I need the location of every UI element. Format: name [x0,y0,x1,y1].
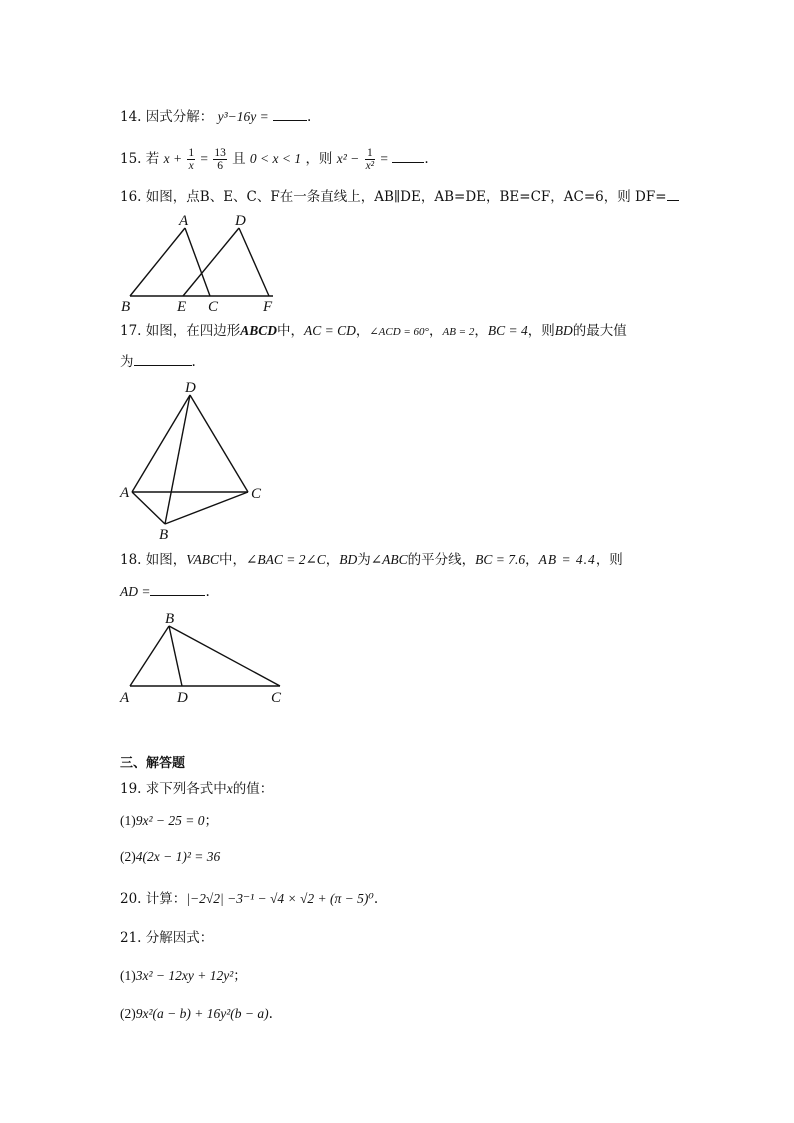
figure-17 [115,378,275,543]
question-17 [120,321,627,342]
period: . [268,1006,273,1022]
fraction [365,147,376,172]
segment-bd [165,395,190,524]
math-equation: 9x² − 25 = 0 [135,813,205,828]
label-b: B [121,299,131,315]
fraction-denominator: x [188,160,194,172]
question-text: ，则 [595,552,623,568]
segment-ed [183,228,239,296]
period: . [191,354,196,370]
equals-sign: = [200,151,209,166]
fraction-numerator: 13 [214,147,226,159]
question-text: 如图，点B、E、C、F在一条直线上，AB∥DE，AB=DE，BE=CF，AC=6，则 DF= [145,189,667,205]
math-condition: 0 < x < 1 [249,151,302,166]
question-text: 如图， [145,552,187,568]
math-condition: AB = 2 [442,326,475,338]
question-number: 14. [120,109,142,125]
question-number: 21. [120,930,142,946]
question-21-part-1 [120,966,247,986]
math-condition: ∠BAC = 2∠C [246,552,326,567]
question-number: 15. [120,151,142,167]
label-a: A [120,690,130,706]
question-18 [120,550,623,570]
answer-blank [150,583,205,596]
question-text: 如图，在四边形 [145,323,241,339]
question-text: ，则 [527,323,555,339]
label-c: C [251,486,262,502]
math-expression: x² − [336,151,360,166]
math-expression: 9x²(a − b) + 16y²(b − a) [135,1006,269,1021]
question-text: 的最大值 [572,323,627,339]
fraction-denominator: x² [365,160,375,172]
question-number: 19. [120,781,142,797]
section-heading: 三、解答题 [120,756,186,771]
period: . [424,151,429,167]
part-label: (1) [120,968,136,983]
label-c: C [271,690,282,706]
segment-ab [132,492,165,524]
question-text: 且 [232,151,246,167]
question-text: 为 [120,354,134,370]
math-angle: ∠ABC [370,552,408,567]
separator: ， [428,323,443,339]
math-quadrilateral: ABCD [240,323,278,338]
label-f: F [263,299,273,315]
label-a: A [179,213,189,229]
fraction [213,147,227,172]
question-text: 中， [277,323,305,339]
period: . [205,584,210,600]
math-expression: 3x² − 12xy + 12y² [135,968,234,983]
question-text: 求下列各式中 [145,781,227,797]
math-condition: BC = 4 [487,323,528,338]
question-text: 计算： [145,891,187,907]
punctuation: ； [233,968,247,984]
answer-blank [392,150,424,163]
fraction [187,147,195,172]
math-condition: ∠ACD = 60° [369,326,429,338]
question-19-part-1 [120,811,218,831]
part-label: (2) [120,849,136,864]
question-21 [120,928,213,948]
segment-df [239,228,269,296]
part-label: (2) [120,1006,136,1021]
fraction-denominator: 6 [217,160,223,172]
question-text: 为 [357,552,371,568]
label-d: D [177,690,188,706]
math-variable: x [226,781,233,796]
question-16 [120,187,679,207]
punctuation: ； [204,813,219,829]
question-text: 分解因式： [145,930,214,946]
math-condition: AB = 4.4 [538,552,596,567]
figure-16 [115,210,285,315]
question-18-line2 [120,582,210,602]
question-number: 20. [120,891,142,907]
figure-18 [115,608,295,708]
question-text: 因式分解： [145,109,214,125]
question-14 [120,107,311,127]
question-15 [120,147,429,172]
separator: ， [325,552,340,568]
segment-ab [130,228,185,296]
label-b: B [165,611,175,627]
math-triangle: VABC [186,552,220,567]
segment-bc [165,492,248,524]
math-segment: BD [339,552,358,567]
question-text: ，则 [305,151,333,167]
equals-sign: = [380,151,389,166]
question-number: 17. [120,323,142,339]
question-text: 的值： [232,781,274,797]
label-b: B [159,527,169,543]
period: . [373,891,379,907]
math-equation: 4(2x − 1)² = 36 [135,849,221,864]
question-text: 的平分线， [407,552,476,568]
math-expression: |−2√2| −3⁻¹ − √4 × √2 + (π − 5)⁰ [186,891,374,906]
label-c: C [208,299,219,315]
math-expression: x + [163,151,183,166]
math-condition: AC = CD [304,323,356,338]
answer-blank [273,108,307,121]
math-expression: y³−16y = [217,109,269,124]
question-20 [120,889,378,909]
segment-bc [169,626,280,686]
math-condition: BC = 7.6 [475,552,526,567]
part-label: (1) [120,813,136,828]
question-text: 中， [219,552,247,568]
question-19 [120,779,273,799]
label-e: E [177,299,187,315]
question-17-line2 [120,352,196,372]
question-number: 16. [120,189,142,205]
answer-blank [667,188,679,201]
question-21-part-2 [120,1004,273,1024]
fraction-numerator: 1 [365,147,376,160]
label-a: A [120,485,130,501]
math-segment: BD [554,323,573,338]
segment-dc [190,395,248,492]
fraction-numerator: 1 [188,147,195,159]
question-19-part-2 [120,847,220,867]
label-d: D [185,380,196,396]
math-expression: AD = [120,584,151,599]
separator: ， [525,552,539,568]
label-d: D [235,213,246,229]
segment-bd [169,626,182,686]
separator: ， [474,323,488,339]
segment-ac [185,228,210,296]
question-number: 18. [120,552,142,568]
question-text: 若 [145,151,160,167]
separator: ， [355,323,370,339]
period: . [307,109,312,125]
answer-blank [134,353,192,366]
segment-ab [130,626,169,686]
